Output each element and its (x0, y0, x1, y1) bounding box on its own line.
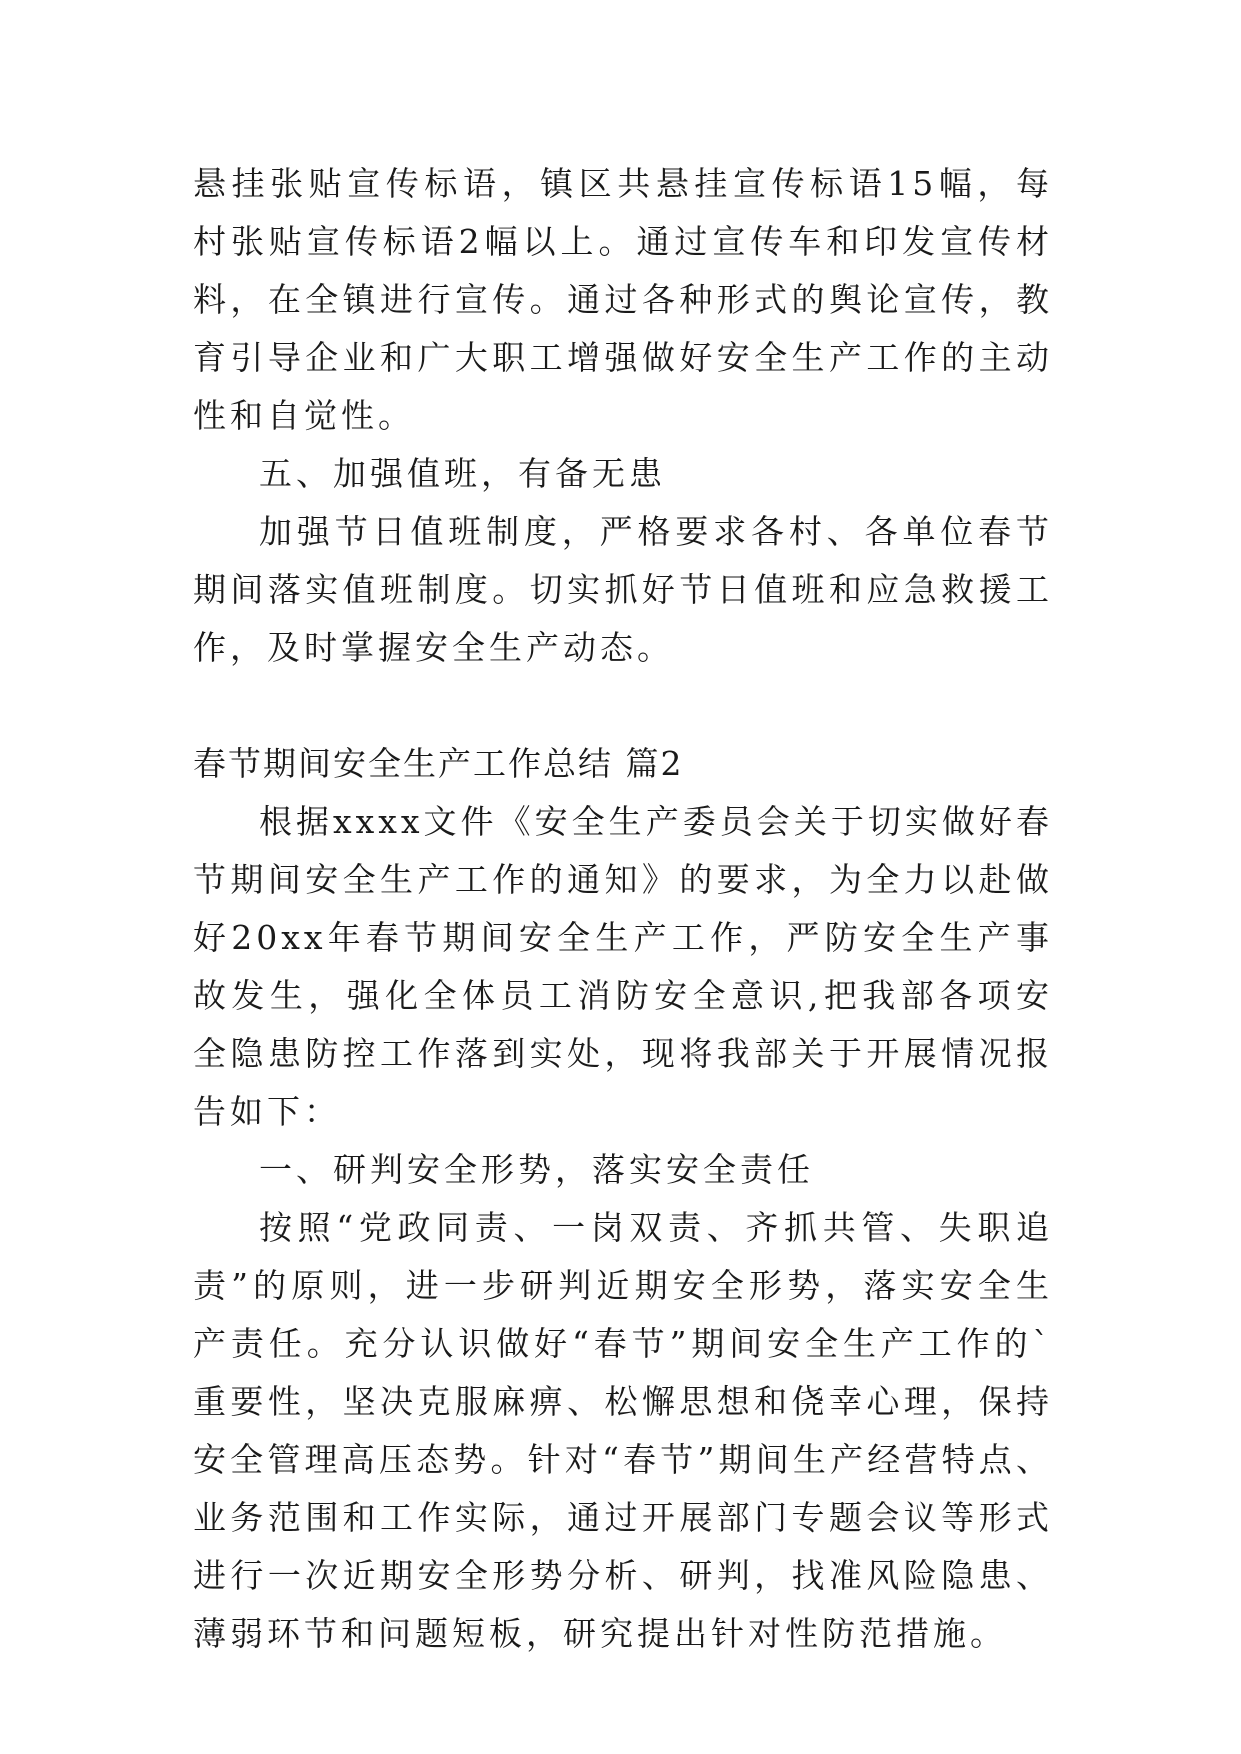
section-title: 春节期间安全生产工作总结 篇2 (193, 744, 684, 783)
heading-assess: 一、研判安全形势，落实安全责任 (259, 1150, 814, 1189)
document-body (193, 155, 1053, 1663)
paragraph-propaganda: 悬挂张贴宣传标语，镇区共悬挂宣传标语15幅，每村张贴宣传标语2幅以上。通过宣传车和印发宣传材料，在全镇进行宣传。通过各种形式的舆论宣传，教育引导企业和广大职工增强做好安全生产工作的主动性和自觉性。 (193, 164, 1053, 435)
paragraph-duty: 加强节日值班制度，严格要求各村、各单位春节期间落实值班制度。切实抓好节日值班和应急救援工作，及时掌握安全生产动态。 (193, 512, 1053, 667)
paragraph-intro: 根据xxxx文件《安全生产委员会关于切实做好春节期间安全生产工作的通知》的要求，为全力以赴做好20xx年春节期间安全生产工作，严防安全生产事故发生，强化全体员工消防安全意识,把我部各项安全隐患防控工作落到实处，现将我部关于开展情况报告如下： (193, 802, 1053, 1131)
heading-duty: 五、加强值班，有备无患 (259, 454, 666, 493)
paragraph-assess: 按照“党政同责、一岗双责、齐抓共管、失职追责”的原则，进一步研判近期安全形势，落实安全生产责任。充分认识做好“春节”期间安全生产工作的`重要性，坚决克服麻痹、松懈思想和侥幸心理，保持安全管理高压态势。针对“春节”期间生产经营特点、业务范围和工作实际，通过开展部门专题会议等形式进行一次近期安全形势分析、研判，找准风险隐患、薄弱环节和问题短板，研究提出针对性防范措施。 (193, 1208, 1053, 1653)
